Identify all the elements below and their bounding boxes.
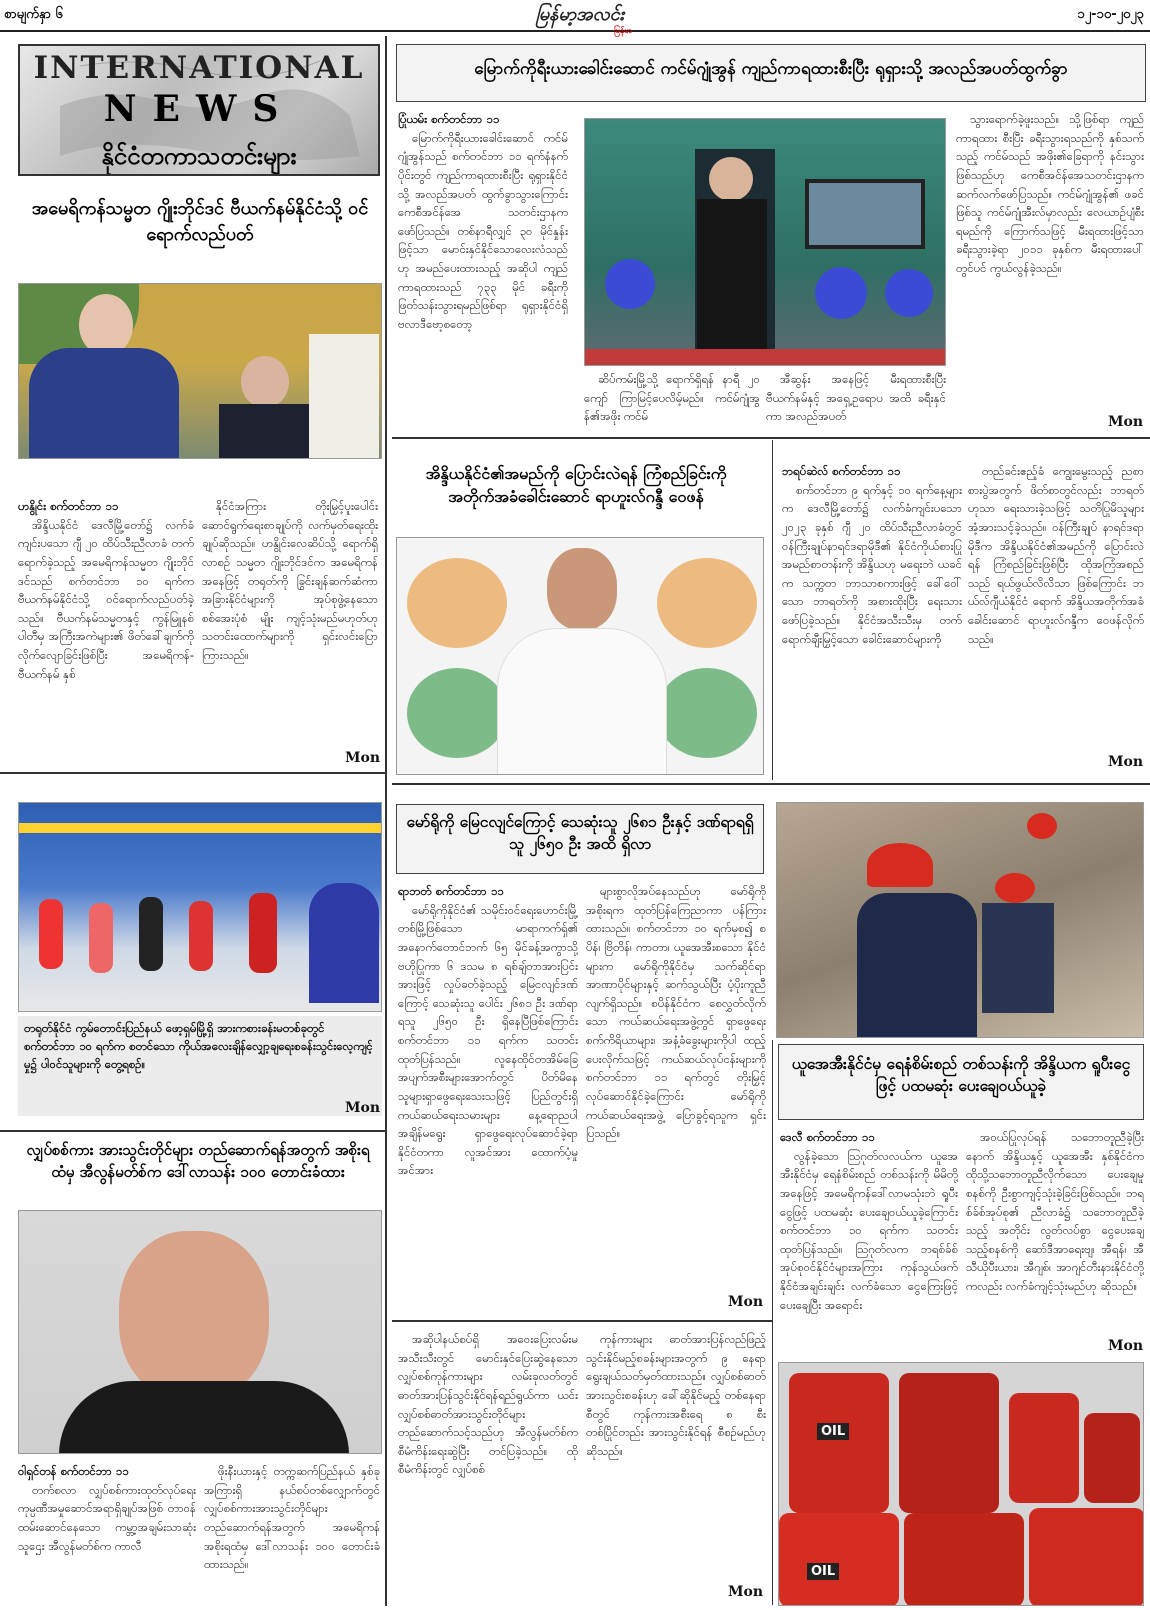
gandhi-photo bbox=[396, 537, 764, 775]
gym-photo bbox=[18, 802, 382, 1012]
article-paragraph: သွားရောက်ခဲ့ဖူးသည်။ သို့ဖြစ်ရာ ကျည်ကာရထား စီးပြီး ခရီးသွားရသည်ကို နှစ်သက်သည့် ကင်မ်သည် အဖိုး၏ခြေရာကို နင်းသွားဖြစ်သည်ဟု ကေစီအင်န်အေသတင်းဌာနက ဆက်လက်ဖော်ပြသည်။ ကင်မ်ဂျုံအွန်၏ ဖခင်ဖြစ်သူ ကင်မ်ဂျုံအီးလ်မှာလည်း လေယာဉ်ပျံစီးရမည်ကို ကြောက်သဖြင့် မီးရထားဖြင့်သာ ခရီးသွားခဲ့ရာ ၂၀၁၁ ခုနှစ်က မီးရထားပေါ်တွင်ပင် ကွယ်လွန်ခဲ့သည်။ bbox=[956, 112, 1144, 275]
article-paragraph: အီဆွန်း အနေဖြင့် မီးရထားစီးပြီး ဗီယက်နမ်နှင့် အရှေ့ဥရောပ အထိ ခရီးနှင်ကာ အလည်အပတ် bbox=[766, 372, 946, 424]
column-divider bbox=[772, 1040, 773, 1605]
oil-barrel bbox=[1084, 1413, 1140, 1503]
oil-barrel bbox=[789, 1373, 889, 1513]
red-carpet bbox=[585, 349, 946, 366]
article-paragraph: ကုန်ကားများ ဓာတ်အားပြန်လည်ဖြည့်သွင်းနိုင်မည့်စခန်းများအတွက် ၉ နေရာ ရွေးချယ်သတ်မှတ်ထားသည်။ လျှပ်စစ်ဓာတ်အားသွင်းစခန်းဟု ခေါ်ဆိုနိုင်မည့် တစ်နေရာစီတွင် ကုန်ကားအစီးရေ ၈ စီး တစ်ပြိုင်တည်း အားသွင်းနိုင်ရန် စီစဉ်မည်ဟု ဆိုသည်။ bbox=[586, 1332, 766, 1458]
article-credit: Mon bbox=[728, 1294, 764, 1310]
person-body bbox=[497, 628, 667, 775]
section-divider bbox=[392, 1320, 772, 1322]
section-divider bbox=[0, 1130, 385, 1132]
article-paragraph: အဆိုပါနယ်စပ်ရှိ အဝေးပြေးလမ်းမအသီးသီးတွင် မောင်းနှင်ပြေးဆွဲနေသောလျှပ်စစ်ကုန်ကားများ လမ်းခုလတ်တွင် ဓာတ်အားပြန်သွင်းနိုင်ရန်ရည်ရွယ်ကာ ယင်း လျှပ်စစ်ဓာတ်အားသွင်းတိုင်များ တည်ဆောက်သင့်သည်ဟု အီလွန်မတ်စ်က စီမံကိန်းရေးဆွဲပြီး တင်ပြခဲ့သည်။ ထိုစီမံကိန်းတွင် လျှပ်စစ် bbox=[398, 1332, 578, 1477]
oil-barrel bbox=[1009, 1393, 1079, 1503]
banner-line-news: NEWS bbox=[103, 88, 295, 130]
masthead-logo: မြန်မာ့အလင်း မြန်မာ bbox=[535, 4, 632, 35]
article-credit: Mon bbox=[1108, 754, 1144, 770]
dateline: ပြုံယမ်း စက်တင်ဘာ ၁၁ bbox=[398, 112, 500, 126]
article-paragraph: လွန်ခဲ့သော သြဂုတ်လလယ်က ယူအေအီးနိုင်ငံမှ ရေနံစိမ်းစည် တစ်သန်းကို မိမိတို့အနေဖြင့် အမေရိကန်ဒေါ်လာမသုံးဘဲ ရူပီးငွေဖြင့် ပထမဆုံး ပေးချေဝယ်ယူခဲ့ကြောင်း စက်တင်ဘာ ၁၀ ရက်က သတင်းထုတ်ပြန်သည်။ သြဂုတ်လက ဘရစ်ခ်စ်အုပ်စုဝင်နိုင်ငံများအကြား ကုန်သွယ်ဖက်နိုင်ငံအချင်းချင်း လက်ခံသော ငွေကြေးဖြင့် ပေးချေပြီး အရောင်း bbox=[780, 1148, 958, 1312]
article-paragraph: တည်ခင်းဧည့်ခံ ကျွေးမွေးသည့် ညစာစားပွဲအတွက် ဖိတ်စာတွင်လည်း ဘာရတ်ဟုသာ ရေးသားခဲ့သဖြင့် သတိပြုမိသူများ အံ့အားသင့်ခဲ့သည်။ ဝန်ကြီးချုပ် နာရင်ဒရာမိုဒီက အိန္ဒိယနိုင်ငံ၏အမည်ကို ပြောင်းလဲရန် ကြံစည်ခြင်းဖြစ်ပြီး ထိုအကြံအစည်သည် ရယ်ဖွယ်လိလိသာ ဖြစ်ကြောင်း ဘယ်လ်ဂျီယံနိုင်ငံ ရောက် အိန္ဒိယအတိုက်အခံခေါင်းဆောင် ရာဟူးလ်ဂန္ဒီက ဝေဖန်လိုက်သည်။ bbox=[968, 464, 1144, 646]
article-body bbox=[956, 110, 1144, 410]
party-logo-hand-icon bbox=[407, 558, 507, 648]
photo-caption: တရုတ်နိုင်ငံ ကွမ်တောင်းပြည်နယ် ဖော့ရှမ်မြို့ရှိ အားကစားခန်းမတစ်ခုတွင် စက်တင်ဘာ ၁၀ ရက်က စတင်သော ကိုယ်အလေးချိန်လျှော့ချရေးစခန်းသွင်းလေ့ကျင့်မှု၌ ပါဝင်သူများကို တွေ့ရစဉ်။ bbox=[18, 1016, 382, 1116]
rescuer-figure bbox=[982, 903, 1054, 1013]
article-body bbox=[584, 370, 760, 432]
person-body bbox=[29, 348, 179, 459]
article-paragraph: ဆိပ်ကမ်းမြို့သို့ ရောက်ရှိရန် နာရီ ၂၀ ကျော် ကြာမြင့်ပေလိမ့်မည်။ ကင်မ်ဂျုံအွန်၏အဖိုး ကင်မ် bbox=[584, 372, 760, 424]
article-credit: Mon bbox=[1108, 1338, 1144, 1354]
rescuer-figure bbox=[857, 893, 977, 1038]
person-figure bbox=[39, 899, 63, 969]
page-number: စာမျက်နှာ ၆ bbox=[4, 7, 63, 22]
article-body bbox=[18, 1462, 196, 1602]
section-divider bbox=[392, 783, 1150, 785]
article-body bbox=[968, 462, 1144, 752]
party-logo-hand-icon bbox=[657, 558, 757, 648]
article-paragraph: နိုင်ငံအကြား တိုးမြှင့်ပူးပေါင်းဆောင်ရွက်ရေးစာချုပ်ကို လက်မှတ်ရေးထိုးချုပ်ဆိုသည်။ ဟနွိုင်းလေဆိပ်သို့ ရောက်ရှိလာစဉ် သမ္မတ ဂျိုးဘိုင်ဒင်က အမေရိကန်အနေဖြင့် တရုတ်ကို ခြွင်းချန်ဆက်ဆံကာ အခြားနိုင်ငံများကို အုပ်စုဖွဲ့နေသော စစ်အေးပုံစံ မျိုး ကျင့်သုံးမည်မဟုတ်ဟု သတင်းထောက်များကို ရှင်းလင်းပြောကြားသည်။ bbox=[202, 499, 378, 662]
section-divider bbox=[392, 437, 1150, 439]
article-headline: မြောက်ကိုရီးယားခေါင်းဆောင် ကင်မ်ဂျုံအွန် ကျည်ကာရထားစီးပြီး ရုရှားသို့ အလည်အပတ်ထွက်ခွာ bbox=[396, 44, 1146, 102]
article-headline: အမေရိကန်သမ္မတ ဂျိုးဘိုင်ဒင် ဗီယက်နမ်နိုင်ငံသို့ ဝင်ရောက်လည်ပတ် bbox=[31, 198, 369, 246]
person-head bbox=[79, 294, 133, 356]
person-figure bbox=[189, 901, 213, 971]
banner-line-myanmar: နိုင်ငံတကာသတင်းများ bbox=[101, 142, 297, 170]
train-window bbox=[805, 179, 925, 249]
issue-date: ၁၂-၁၀-၂၀၂၃ bbox=[1077, 7, 1144, 22]
article-credit: Mon bbox=[345, 1100, 381, 1116]
dateline: ဘရပ်ဆဲလ် စက်တင်ဘာ ၁၁ bbox=[782, 464, 901, 478]
helmet-icon bbox=[867, 843, 933, 887]
article-headline: မော်ရိုကို မြေငလျင်ကြောင့် သေဆုံးသူ ၂၆၈၁ ဦးနှင့် ဒဏ်ရာရရှိသူ ၂၆၅၀ ဦး အထိ ရှိလာ bbox=[396, 804, 764, 874]
person-head bbox=[547, 548, 617, 630]
article-body bbox=[966, 1128, 1144, 1353]
musk-photo bbox=[18, 1210, 382, 1454]
guard-uniform bbox=[309, 334, 379, 459]
person-head bbox=[241, 356, 289, 408]
article-paragraph: အိန္ဒိယနိုင်ငံ ဒေလီမြို့တော်၌ လက်ခံကျင်းပသော ဂျီ ၂၀ ထိပ်သီးညီလာခံ တက်ရောက်ခဲ့သည့် အမေရိကန်သမ္မတ ဂျိုးဘိုင်ဒင်သည် စက်တင်ဘာ ၁၀ ရက်က ဗီယက်နမ်နိုင်ငံသို့ ဝင်ရောက်လည်ပတ်ခဲ့သည်။ ဗီယက်နမ်သမ္မတနှင့် ကွန်မြူနစ်ပါတီမှ အကြီးအကဲများ၏ ဖိတ်ခေါ်ချက်ကို လိုက်လျောခြင်းဖြစ်ပြီး အမေရိကန်-ဗီယက်နမ် နှစ် bbox=[18, 517, 194, 681]
article-body bbox=[398, 882, 578, 1312]
party-logo-hand-icon bbox=[407, 668, 507, 758]
flower-decoration bbox=[605, 259, 655, 309]
oil-label: OIL bbox=[817, 1423, 849, 1440]
dateline: ဝါရှင်တန် စက်တင်ဘာ ၁၁ bbox=[18, 1464, 129, 1478]
helmet-icon bbox=[995, 873, 1035, 903]
person-body bbox=[59, 1381, 349, 1454]
article-body bbox=[766, 370, 946, 432]
person-figure bbox=[309, 883, 379, 1003]
article-body bbox=[586, 882, 766, 1282]
helmet-icon bbox=[1027, 813, 1057, 839]
train-photo bbox=[584, 118, 946, 366]
article-credit: Mon bbox=[1108, 414, 1144, 430]
page-header bbox=[0, 0, 1150, 35]
column-divider bbox=[385, 36, 387, 1606]
oil-barrel bbox=[779, 1513, 899, 1606]
article-body bbox=[782, 462, 962, 777]
article-paragraph: စက်တင်ဘာ ၉ ရက်နှင့် ၁၀ ရက်နေ့များက ဒေလီမြို့တော်၌ လက်ခံကျင်းပသော ၂၀၂၃ ခုနှစ် ဂျီ ၂၀ ထိပ်သီးညီလာခံတွင် ဝန်ကြီးချုပ်နာရင်ဒရာမိုဒီ၏ နိုင်ငံကိုယ်စားပြု အမည်စာတန်းကို အိန္ဒိယဟု မရေးဘဲ ယခင်က သက္ကတ ဘာသာစကားဖြင့် ခေါ်ဝေါ်သော ဘာရတ်ကို အစားထိုးပြီး ရေးသားဖော်ပြခဲ့သည်။ နိုင်ငံအသီးသီးမှ တက်ရောက်ချီးမြှင့်သော ခေါင်းဆောင်များကို bbox=[782, 482, 962, 646]
flower-decoration bbox=[815, 267, 867, 319]
person-figure bbox=[89, 903, 113, 973]
rescue-photo bbox=[776, 802, 1144, 1038]
article-body bbox=[780, 1128, 958, 1358]
banner-line-international: INTERNATIONAL bbox=[33, 50, 365, 86]
dateline: ဒေလီ စက်တင်ဘာ ၁၁ bbox=[780, 1130, 875, 1144]
oil-label: OIL bbox=[807, 1563, 839, 1580]
article-body bbox=[204, 1462, 380, 1602]
person-body bbox=[219, 404, 319, 459]
oil-barrels-photo bbox=[778, 1362, 1144, 1606]
column-divider bbox=[772, 440, 773, 780]
flower-decoration bbox=[885, 269, 933, 317]
article-paragraph: မြောက်ကိုရီးယားခေါင်းဆောင် ကင်မ်ဂျုံအွန်သည် စက်တင်ဘာ ၁၁ ရက်နံနက်ပိုင်းတွင် ကျည်ကာရထားစီးပြီး ရုရှားနိုင်ငံသို့ အလည်အပတ် ထွက်ခွာသွားကြောင်း ကေစီအင်န်အေ သတင်းဌာနက ဖော်ပြသည်။ တစ်နာရီလျှင် ၃၀ မိုင်နှုန်းဖြင့်သာ မောင်းနှင်နိုင်သောလေးလံသည်ဟု အမည်ပေးထားသည့် အဆိုပါ ကျည်ကာရထားသည် ၇၃၃ မိုင် ခရီးကို ဖြတ်သန်းသွားရမည်ဖြစ်ရာ ရုရှားနိုင်ငံရှိ ဗလာဒီဗော့စတော့ bbox=[398, 130, 568, 331]
article-paragraph: များစွာလိုအပ်နေသည်ဟု မော်ရိုကို အစိုးရက ထုတ်ပြန်ကြေညာကာ ပန်ကြားထားသည်။ စက်တင်ဘာ ၁၀ ရက်မှစ၍ စပိန်၊ ဗြိတိန်၊ ကာတာ၊ ယူအေအီးစသော နိုင်ငံများက မော်ရိုကိုနိုင်ငံမှ သက်ဆိုင်ရာအာဏာပိုင်များနှင့် ဆက်သွယ်ပြီး ပံ့ပိုးကူညီလျက်ရှိသည်။ စပိန်နိုင်ငံက စေလွှတ်လိုက်သော ကယ်ဆယ်ရေးအဖွဲ့တွင် ရှာဖွေရေးစက်ကိရိယာများ၊ အနံ့ခံခွေးများကိုပါ ထည့်ပေးလိုက်သဖြင့် ကယ်ဆယ်လုပ်ငန်းများကို စက်တင်ဘာ ၁၁ ရက်တွင် တိုးမြှင့်လုပ်ဆောင်နိုင်ခဲ့ကြောင်း မော်ရိုကို ကယ်ဆယ်ရေးအဖွဲ့ ပြောခွင့်ရသူက ရှင်းပြသည်။ bbox=[586, 884, 766, 1141]
article-paragraph: အဝယ်ပြုလုပ်ရန် သဘောတူညီခဲ့ပြီးနောက် အိန္ဒိယနှင့် ယူအေအီး နှစ်နိုင်ငံက ထိုသို့သဘောတူညီလိုက်သော ပေးချေမှုစနစ်ကို ဦးစွာကျင့်သုံးခဲ့ခြင်းဖြစ်သည်။ ဘရစ်ခ်စ်အုပ်စု၏ ညီလာခံ၌ သဘောတူညီခဲ့သည့် အတိုင်း လွတ်လပ်စွာ ငွေပေးချေသည့်စနစ်ကို ဆော်ဒီအာရေးဗျ၊ အီရန်၊ အီသီယိုပီးယား၊ အီဂျစ်၊ အာဂျင်တီးနားနိုင်ငံတို့ကလည်း လက်ခံကျင့်သုံးမည်ဟု ဆိုသည်။ bbox=[966, 1130, 1144, 1293]
article-headline: အိန္ဒိယနိုင်ငံ၏အမည်ကို ပြောင်းလဲရန် ကြံစည်ခြင်းကို အတိုက်အခံခေါင်းဆောင် ရာဟူးလ်ဂန္ဒီ ဝေဖန် bbox=[425, 464, 727, 507]
oil-barrel bbox=[1029, 1508, 1144, 1606]
article-headline: ယူအေအီးနိုင်ငံမှ ရေနံစိမ်းစည် တစ်သန်းကို အိန္ဒိယက ရူပီးငွေဖြင့် ပထမဆုံး ပေးချေဝယ်ယူခဲ့ bbox=[778, 1044, 1144, 1120]
article-paragraph: ဖိုးနီးယားနှင့် တက္ကဆက်ပြည်နယ် နှစ်ခုအကြားရှိ နယ်စပ်တစ်လျှောက်တွင် လျှပ်စစ်ကားအားသွင်းတိုင်များ တည်ဆောက်ရန်အတွက် အမေရိကန်အစိုးရထံမှ ဒေါ်လာသန်း ၁၀၀ တောင်းခံထားသည်။ bbox=[204, 1464, 380, 1572]
biden-photo bbox=[18, 283, 382, 459]
party-logo-hand-icon bbox=[657, 668, 757, 758]
article-credit: Mon bbox=[345, 750, 381, 766]
article-paragraph: မော်ရိုကိုနိုင်ငံ၏ သမိုင်းဝင်ရေးဟောင်းမြို့ တစ်မြို့ဖြစ်သော မာရာကက်ရှ်၏ အနောက်တောင်ဘက် ၆၅ မိုင်ခန့်အကွာသို့ ဗဟိုပြုကာ ၆ ဒသမ ၈ ရစ်ချ်တာအားပြင်းအားဖြင့် လှုပ်ခတ်ခဲ့သည့် မြေငလျင်ဒဏ်ကြောင့် သေဆုံးသူ ပေါင်း ၂၆၈၁ ဦး ဒဏ်ရာရသူ ၂၆၅၀ ဦး ရှိနေပြီဖြစ်ကြောင်း စက်တင်ဘာ ၁၁ ရက်က သတင်းထုတ်ပြန်သည်။ လူနေထိုင်တအိမ်ခြေ အပျက်အစီးများအောက်တွင် ပိတ်မိနေသူများရှာဖွေရေးသေးသဖြင့် ပြည်တွင်းရှိ ကယ်ဆယ်ရေးသမားများ နေ့ရောညပါ အချိန်မရွေး ရှာဖွေရေးလုပ်ဆောင်ခဲ့ရာ နိုင်ငံတကာ လူအင်အား ထောက်ပံ့မှုအင်အား bbox=[398, 902, 578, 1178]
gym-banner bbox=[19, 823, 382, 833]
article-headline: လျှပ်စစ်ကား အားသွင်းတိုင်များ တည်ဆောက်ရန်အတွက် အစိုးရထံမှ အီလွန်မတ်စ်က ဒေါ်လာသန်း ၁၀၀ တောင်းခံထား bbox=[26, 1141, 370, 1181]
person-figure bbox=[249, 893, 277, 973]
article-body bbox=[586, 1330, 766, 1580]
article-paragraph: တက်စလာ လျှပ်စစ်ကားထုတ်လုပ်ရေးကုမ္ပဏီအမှုဆောင်အရာရှိချုပ်အဖြစ် တာဝန်ထမ်းဆောင်နေသော ကမ္ဘာ့အချမ်းသာဆုံးသူဌေး အီလွန်မတ်စ်က ကာလီ bbox=[18, 1482, 196, 1553]
person-body bbox=[697, 199, 767, 359]
dateline: ဟနွိုင်း စက်တင်ဘာ ၁၁ bbox=[18, 499, 119, 513]
person-figure bbox=[139, 897, 163, 971]
article-body bbox=[18, 497, 194, 772]
international-news-banner bbox=[18, 44, 380, 176]
section-divider bbox=[0, 772, 385, 774]
article-body bbox=[202, 497, 378, 737]
article-body bbox=[398, 110, 568, 435]
oil-barrel bbox=[899, 1373, 999, 1513]
dateline: ရာဘတ် စက်တင်ဘာ ၁၁ bbox=[398, 884, 504, 898]
oil-barrel bbox=[904, 1513, 1024, 1606]
article-credit: Mon bbox=[728, 1584, 764, 1600]
person-head bbox=[709, 157, 753, 201]
person-head bbox=[119, 1231, 269, 1401]
article-body bbox=[398, 1330, 578, 1605]
